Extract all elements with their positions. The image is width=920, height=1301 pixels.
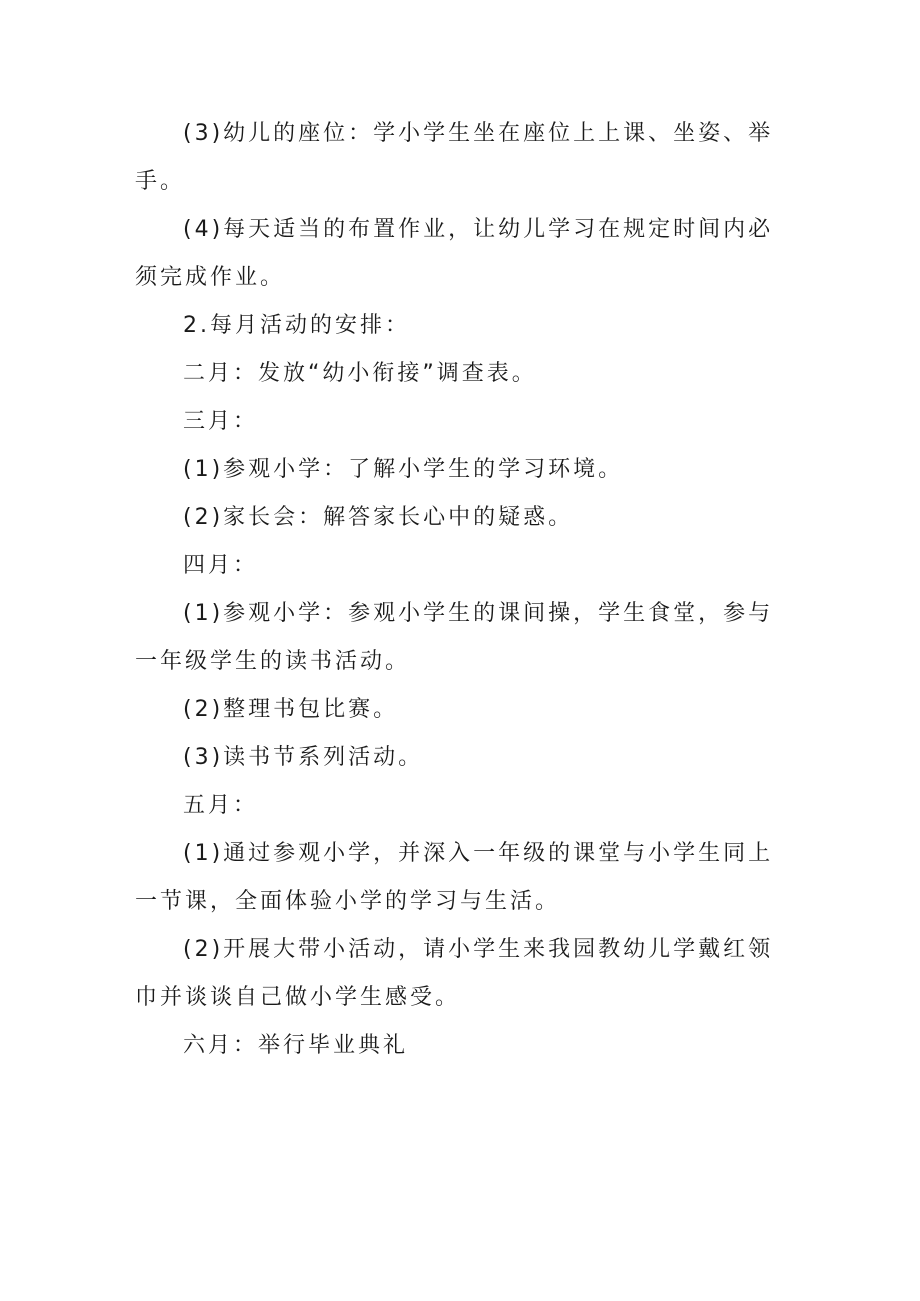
paragraph-april-item-2: (2)整理书包比赛。 <box>183 697 399 722</box>
paragraph-june: 六月：举行毕业典礼 <box>183 1033 409 1058</box>
paragraph-february: 二月：发放“幼小衔接”调查表。 <box>183 361 537 386</box>
paragraph-may-heading: 五月： <box>183 793 259 818</box>
paragraph-may-item-2: (2)开展大带小活动，请小学生来我园教幼儿学戴红领巾并谈谈自己做小学生感受。 <box>135 937 774 1010</box>
document-body <box>135 110 790 1070</box>
paragraph-march-item-2: (2)家长会：解答家长心中的疑惑。 <box>183 505 574 530</box>
paragraph-may-item-1: (1)通过参观小学，并深入一年级的课堂与小学生同上一节课，全面体验小学的学习与生活。 <box>135 841 774 914</box>
paragraph-april-item-1: (1)参观小学：参观小学生的课间操，学生食堂，参与一年级学生的读书活动。 <box>135 601 774 674</box>
paragraph-homework: (4)每天适当的布置作业，让幼儿学习在规定时间内必须完成作业。 <box>135 217 774 290</box>
paragraph-march-heading: 三月： <box>183 409 259 434</box>
paragraph-monthly-plan-heading: 2.每月活动的安排： <box>183 313 410 338</box>
paragraph-march-item-1: (1)参观小学：了解小学生的学习环境。 <box>183 457 624 482</box>
paragraph-april-item-3: (3)读书节系列活动。 <box>183 745 424 770</box>
paragraph-april-heading: 四月： <box>183 553 259 578</box>
paragraph-seating: (3)幼儿的座位：学小学生坐在座位上上课、坐姿、举手。 <box>135 121 774 194</box>
